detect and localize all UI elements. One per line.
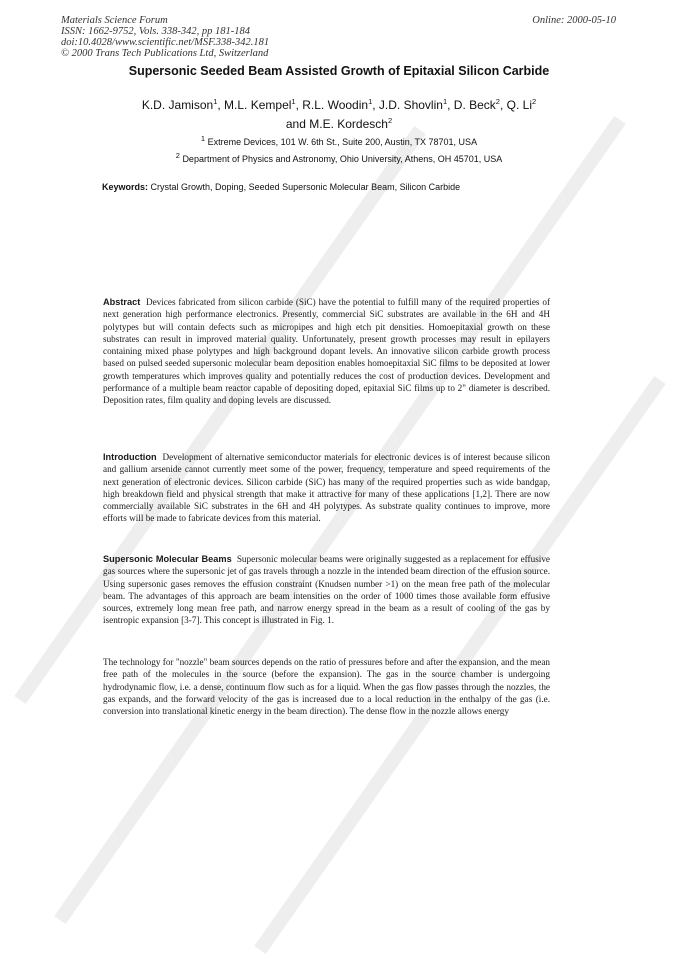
abstract-heading: Abstract [103,297,141,307]
journal-name: Materials Science Forum [61,15,168,26]
supersonic-section [103,553,550,627]
author: R.L. Woodin [302,98,369,112]
author: Q. Li [506,98,532,112]
affiliation-1: $^1$ Extreme Devices, 101 W. 6th St., Suite 200, Austin, TX 78701, USA [200,134,478,147]
author: J.D. Shovlin [378,98,443,112]
paper-title: Supersonic Seeded Beam Assisted Growth of Epitaxial Silicon Carbide [128,64,550,78]
keywords-text: Crystal Growth, Doping, Seeded Supersonic Molecular Beam, Silicon Carbide [150,182,461,192]
keywords [102,182,460,192]
nozzle-text: The technology for "nozzle" beam sources depends on the ratio of pressures before and after the expansion, and the mean free path of the molecules in the source (before the expansion). The gas in the source chamber is undergoing hydrodynamic flow, i.e. a dense, continuum flow such as for a liquid. When the gas flow passes through the nozzles, the gas expands, and the forward velocity of the gas is increased due to a local reduction in the enthalpy of the gas (i.e. conversion into translational kinetic energy in the beam direction). The dense flow in the nozzle allows energy [103,657,550,717]
keywords-label: Keywords: [102,182,149,192]
issn-line: ISSN: 1662-9752, Vols. 338-342, pp 181-184 [61,26,250,37]
journal-header [61,15,269,59]
supersonic-text: Supersonic molecular beams were originally suggested as a replacement for effusive gas sources where the supersonic jet of gas travels through a nozzle in the intended beam direction of the effusion source. Using supersonic gases removes the effusion constraint (Knudsen number >1) on the mean free path of the molecular beam. The advantages of this approach are beam intensities on the order of 1000 times those available form effusive sources, extremely long mean free path, and narrow energy spread in the beam as a result of cooling of the gas by isentropic expansion [3-7]. This concept is illustrated in Fig. 1. [103,554,550,626]
abstract-text: Devices fabricated from silicon carbide (SiC) have the potential to fulfill many of the required properties of next generation high performance electronics. Presently, commercial SiC substrates are available in the 6H and 4H polytypes but will contain defects such as micropipes and high etch pit densities. Homoepitaxial growth on these substrates can result in improved material quality. Unfortunately, present growth processes may result in epilayers containing mixed phase polytypes and high background dopant levels. An innovative silicon carbide growth process based on pulsed seeded supersonic molecular beam deposition enables homoepitaxial SiC films to be deposited at lower growth temperatures which improves quality and potentially reduces the cost of production devices. Development and performance of a multiple beam reactor capable of depositing doped, epitaxial SiC films up to 2" diameter is described. Deposition rates, film quality and doping levels are discussed. [103,297,550,406]
introduction-heading: Introduction [103,452,157,462]
copyright-line: © 2000 Trans Tech Publications Ltd, Switzerland [61,48,269,59]
online-date: Online: 2000-05-10 [532,15,616,26]
introduction-section [103,451,550,525]
author: M.L. Kempel [224,98,292,112]
introduction-text: Development of alternative semiconductor materials for electronic devices is of interest because silicon and gallium arsenide cannot currently meet some of the power, frequency, temperature and speed requirements of the next generation of electronic devices. Silicon carbide (SiC) has many of the required properties such as wide bandgap, high breakdown field and physical strength that make it attractive for many of these applications [1,2]. There are now commercially available SiC substrates in the 6H and 4H polytypes. As substrate quality continues to improve, more efforts will be made to fabricate devices from this material. [103,452,550,524]
affiliation-2: $^2$ Department of Physics and Astronomy, Ohio University, Athens, OH 45701, USA [175,151,503,164]
author-list: K.D. Jamison$^1$, M.L. Kempel$^1$, R.L. Woodin$^1$, J.D. Shovlin$^1$, D. Beck$^2$, Q. Li$^2$ and M.E. Kordesch$^2$ [141,97,537,131]
nozzle-paragraph [103,656,550,717]
doi-line: doi:10.4028/www.scientific.net/MSF.338-342.181 [61,37,270,48]
author: D. Beck [453,98,496,112]
author: K.D. Jamison [141,98,214,112]
abstract-section [103,296,550,407]
author: M.E. Kordesch [309,117,388,131]
supersonic-heading: Supersonic Molecular Beams [103,554,232,564]
